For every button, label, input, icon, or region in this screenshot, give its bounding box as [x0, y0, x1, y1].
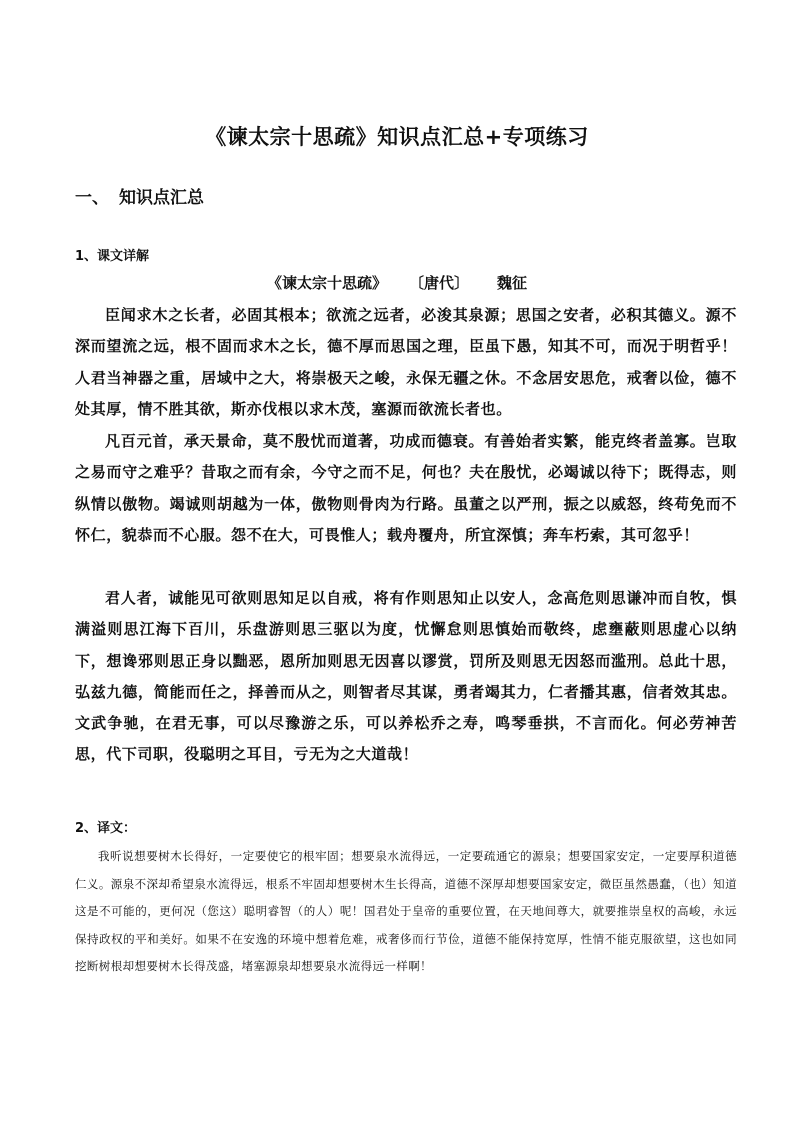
poem-title-line	[0, 272, 794, 293]
section-heading-knowledge	[75, 183, 204, 208]
classical-paragraph-1: 臣闻求木之长者，必固其根本；欲流之远者，必浚其泉源；思国之安者，必积其德义。源不深而望流之远，根不固而求木之长，德不厚而思国之理，臣虽下愚，知其不可，而况于明哲乎！人君当神器之重，居域中之大，将崇极天之峻，永保无疆之休。不念居安思危，戒奢以俭，德不处其厚，情不胜其欲，斯亦伐根以求木茂，塞源而欲流长者也。	[75, 306, 737, 418]
translation-paragraph: 我听说想要树木长得好，一定要使它的根牢固；想要泉水流得远，一定要疏通它的源泉；想要国家安定，一定要厚积道德仁义。源泉不深却希望泉水流得远，根系不牢固却想要树木生长得高，道德不深厚却想要国家安定，微臣虽然愚蠢，（也）知道这是不可能的，更何况（您这）聪明睿智（的人）呢！国君处于皇帝的重要位置，在天地间尊大，就要推崇皇权的高峻，永远保持政权的平和美好。如果不在安逸的环境中想着危难，戒奢侈而行节俭，道德不能保持宽厚，性情不能克服欲望，这也如同挖断树根却想要树木长得茂盛，堵塞源泉却想要泉水流得远一样啊！	[75, 849, 737, 973]
subsection-heading-text-explanation: 1、课文详解	[75, 249, 150, 264]
subsection-heading-translation: 2、译文：	[75, 821, 137, 836]
poem-title: 《谏太宗十思疏》	[266, 274, 387, 292]
classical-paragraph-3: 君人者，诚能见可欲则思知足以自戒，将有作则思知止以安人，念高危则思谦冲而自牧，惧满溢则思江海下百川，乐盘游则思三驱以为度，忧懈怠则思慎始而敬终，虑壅蔽则思虚心以纳下，想谗邪则思正身以黜恶，恩所加则思无因喜以谬赏，罚所及则思无因怒而滥刑。总此十思，弘兹九德，简能而任之，择善而从之，则智者尽其谋，勇者竭其力，仁者播其惠，信者效其忠。文武争驰，在君无事，可以尽豫游之乐，可以养松乔之寿，鸣琴垂拱，不言而化。何必劳神苦思，代下司职，役聪明之耳目，亏无为之大道哉！	[75, 589, 737, 764]
section-number: 一、	[75, 188, 109, 208]
section-label: 知识点汇总	[119, 188, 204, 208]
poem-author: 魏征	[497, 274, 528, 292]
document-title: 《谏太宗十思疏》知识点汇总+专项练习	[205, 125, 589, 149]
poem-dynasty: 〔唐代〕	[408, 274, 469, 292]
classical-paragraph-2: 凡百元首，承天景命，莫不殷忧而道著，功成而德衰。有善始者实繁，能克终者盖寡。岂取之易而守之难乎？昔取之而有余，今守之而不足，何也？夫在殷忧，必竭诚以待下；既得志，则纵情以傲物。竭诚则胡越为一体，傲物则骨肉为行路。虽董之以严刑，振之以威怒，终苟免而不怀仁，貌恭而不心服。怨不在大，可畏惟人；载舟覆舟，所宜深慎；奔车朽索，其可忽乎！	[75, 432, 737, 544]
